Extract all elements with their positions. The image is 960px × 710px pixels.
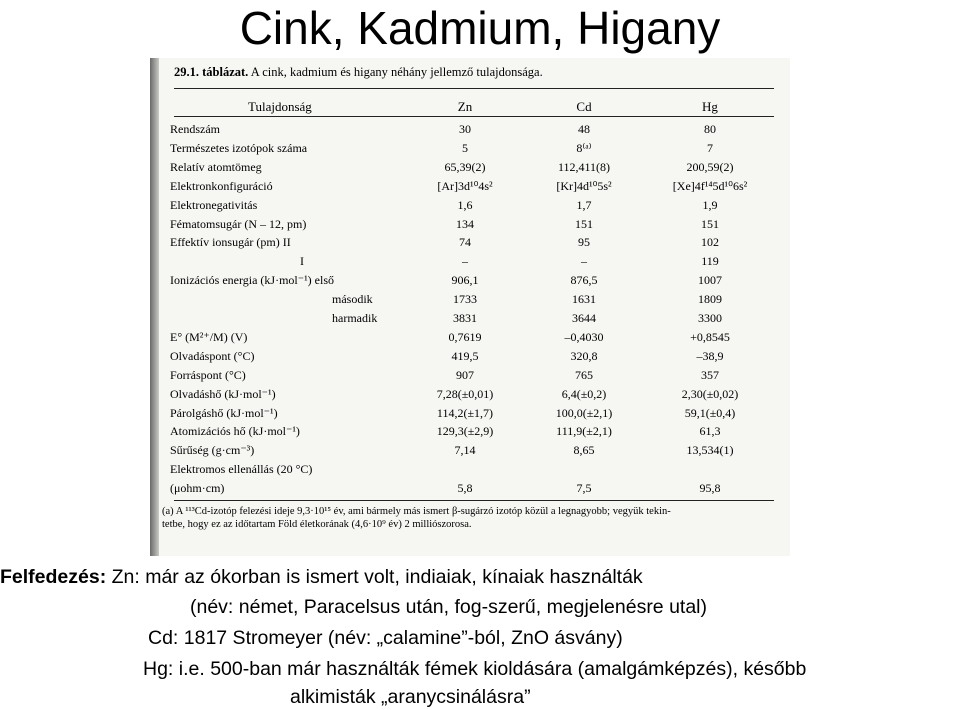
row-cd-value: 1,7 <box>576 197 592 212</box>
row-cd-value: –0,4030 <box>564 329 604 344</box>
row-zn-value: 114,2(±1,7) <box>436 405 494 420</box>
row-zn-value: 7,14 <box>454 443 476 458</box>
row-cd-value: 48 <box>578 122 590 136</box>
row-cd-value: 95 <box>578 235 590 250</box>
row-property-name: Elektronkonfiguráció <box>170 178 273 193</box>
row-hg-value: 200,59(2) <box>686 159 734 174</box>
table-caption-number: 29.1. táblázat. <box>174 65 249 79</box>
row-hg-value: 1809 <box>698 292 722 307</box>
row-property-name: Fématomsugár (N – 12, pm) <box>170 216 307 231</box>
notes-zn-text: Zn: már az ókorban is ismert volt, indiaiak, kínaiak használták <box>106 566 643 588</box>
row-zn-value: – <box>462 254 468 269</box>
scanned-table-image <box>150 58 790 556</box>
header-zn: Zn <box>457 99 473 114</box>
row-property-name: Elektromos ellenállás (20 °C) <box>170 462 313 477</box>
table-caption <box>174 65 543 80</box>
footnote-line-1: (a) A ¹¹³Cd-izotóp felezési ideje 9,3·10¹⁵ év, ami bármely más ismert β-sugárzó izotóp közül a legnagyobb; vegyük tekin- <box>162 506 671 517</box>
header-property: Tulajdonság <box>248 99 312 114</box>
notes-line-1 <box>0 564 643 590</box>
row-zn-value: 30 <box>459 122 471 136</box>
row-property-name: Természetes izotópok száma <box>170 140 308 155</box>
row-property-name: Effektív ionsugár (pm) II <box>170 235 291 250</box>
row-property-name: Forráspont (°C) <box>170 367 246 382</box>
table-bottom-rule <box>174 500 774 501</box>
row-zn-value: 7,28(±0,01) <box>436 386 494 401</box>
row-property-name: (μohm·cm) <box>170 481 225 496</box>
row-hg-value: 2,30(±0,02) <box>681 386 739 401</box>
notes-line-2: (név: német, Paracelsus után, fog-szerű, megjelenésre utal) <box>190 596 708 618</box>
row-property-name: Relatív atomtömeg <box>170 159 262 174</box>
table-top-rule <box>174 88 774 89</box>
row-hg-value: 59,1(±0,4) <box>684 405 736 420</box>
row-cd-value: 111,9(±2,1) <box>556 424 612 439</box>
row-property-name: Atomizációs hő (kJ·mol⁻¹) <box>170 424 300 439</box>
row-property-name: Párolgáshő (kJ·mol⁻¹) <box>170 405 278 420</box>
row-hg-value: 3300 <box>698 311 722 325</box>
row-cd-value: 8,65 <box>573 443 595 458</box>
row-property-name: harmadik <box>332 311 378 325</box>
row-cd-value: 6,4(±0,2) <box>561 386 607 401</box>
row-cd-value: 8⁽ᵃ⁾ <box>576 140 592 155</box>
row-property-name: második <box>332 292 373 307</box>
discovery-notes <box>0 564 960 708</box>
row-property-name: Olvadáspont (°C) <box>170 348 255 363</box>
row-zn-value: 134 <box>456 216 474 231</box>
row-hg-value: 151 <box>701 216 719 231</box>
row-property-name: Rendszám <box>170 122 220 136</box>
row-property-name: Sűrűség (g·cm⁻³) <box>170 443 255 458</box>
row-cd-value: 1631 <box>572 292 596 307</box>
row-hg-value: 119 <box>701 254 719 269</box>
row-property-name: Ionizációs energia (kJ·mol⁻¹) első <box>170 273 334 288</box>
row-zn-value: 906,1 <box>451 273 479 288</box>
header-hg: Hg <box>702 99 718 114</box>
table-footnote <box>162 505 780 531</box>
row-cd-value: 765 <box>575 367 593 382</box>
row-hg-value: 1007 <box>698 273 722 288</box>
row-cd-value: [Kr]4d¹⁰5s² <box>556 178 612 193</box>
row-zn-value: 907 <box>456 367 474 382</box>
row-cd-value: 7,5 <box>576 481 592 496</box>
scan-shadow-edge <box>150 58 159 556</box>
row-cd-value: 3644 <box>572 311 596 325</box>
row-hg-value: 102 <box>701 235 719 250</box>
header-cd: Cd <box>576 99 592 114</box>
row-property-name: Olvadáshő (kJ·mol⁻¹) <box>170 386 276 401</box>
row-cd-value: 151 <box>575 216 593 231</box>
row-zn-value: 1,6 <box>457 197 473 212</box>
notes-line-5: alkimisták „aranycsinálásra” <box>290 686 531 708</box>
table-header-rule <box>174 116 774 117</box>
row-hg-value: 95,8 <box>699 481 721 496</box>
slide-title: Cink, Kadmium, Higany <box>239 2 721 54</box>
row-cd-value: – <box>581 254 587 269</box>
row-property-name: I <box>300 254 304 269</box>
row-hg-value: 61,3 <box>699 424 721 439</box>
row-zn-value: 129,3(±2,9) <box>436 424 494 439</box>
row-property-name: Elektronegativitás <box>170 197 258 212</box>
row-cd-value: 100,0(±2,1) <box>555 405 613 420</box>
row-hg-value: 1,9 <box>702 197 718 212</box>
notes-line-3: Cd: 1817 Stromeyer (név: „calamine”-ból, ZnO ásvány) <box>148 627 623 649</box>
row-hg-value: 13,534(1) <box>686 443 734 458</box>
row-hg-value: [Xe]4f¹⁴5d¹⁰6s² <box>672 178 748 193</box>
row-zn-value: [Ar]3d¹⁰4s² <box>437 178 493 193</box>
row-hg-value: 357 <box>701 367 719 382</box>
row-property-name: E° (M²⁺/M) (V) <box>170 329 248 344</box>
row-zn-value: 0,7619 <box>448 329 482 344</box>
row-zn-value: 65,39(2) <box>444 159 486 174</box>
notes-line-4: Hg: i.e. 500-ban már használták fémek kioldására (amalgámképzés), később <box>143 658 807 680</box>
row-hg-value: 7 <box>707 140 713 155</box>
footnote-line-2: tetbe, hogy ez az időtartam Föld életkorának (4,6·10⁹ év) 2 milliószorosa. <box>162 519 472 530</box>
row-zn-value: 419,5 <box>451 348 479 363</box>
row-cd-value: 112,411(8) <box>557 159 611 174</box>
row-zn-value: 5 <box>462 140 468 155</box>
row-cd-value: 876,5 <box>570 273 598 288</box>
row-hg-value: +0,8545 <box>690 329 730 344</box>
row-zn-value: 1733 <box>453 292 477 307</box>
row-zn-value: 74 <box>459 235 471 250</box>
discovery-label: Felfedezés: <box>0 566 107 588</box>
row-cd-value: 320,8 <box>570 348 598 363</box>
table-caption-text: A cink, kadmium és higany néhány jellemző tulajdonsága. <box>248 65 543 79</box>
row-hg-value: 80 <box>704 122 716 136</box>
row-zn-value: 5,8 <box>457 481 473 496</box>
row-zn-value: 3831 <box>453 311 477 325</box>
row-hg-value: –38,9 <box>696 348 724 363</box>
